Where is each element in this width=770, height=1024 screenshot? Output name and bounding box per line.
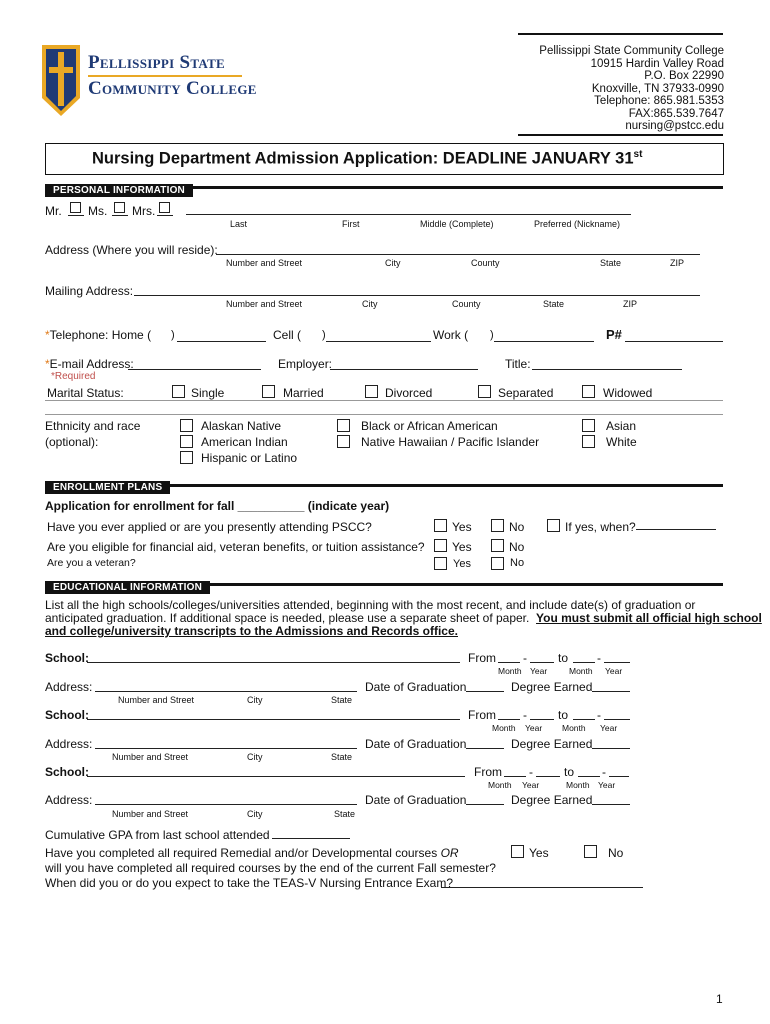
no-label: No — [509, 520, 525, 534]
enrollment-header: ENROLLMENT PLANS — [45, 481, 170, 494]
education-header: EDUCATIONAL INFORMATION — [45, 581, 210, 594]
year-sub: Year — [605, 666, 623, 676]
name-sub-middle: Middle (Complete) — [420, 219, 494, 229]
ethnicity-optional: (optional): — [45, 435, 99, 449]
to-month-field[interactable] — [573, 662, 595, 663]
month-sub: Month — [492, 723, 516, 733]
from-month-field[interactable] — [498, 662, 520, 663]
paren: ) — [171, 329, 175, 341]
divorced-checkbox[interactable] — [365, 385, 378, 398]
cell-label: Cell ( — [273, 328, 302, 342]
single-label: Single — [191, 386, 225, 400]
name-sub-preferred: Preferred (Nickname) — [534, 219, 621, 229]
aid-yes-checkbox[interactable] — [434, 539, 447, 552]
veteran-yes-checkbox[interactable] — [434, 557, 447, 570]
aid-no-checkbox[interactable] — [491, 539, 504, 552]
grad-date-label: Date of Graduation — [365, 680, 467, 694]
to-year-field[interactable] — [609, 776, 629, 777]
pnum-label: P# — [606, 327, 622, 342]
addr-sub-county: County — [471, 258, 500, 268]
addr-sub-state: State — [331, 695, 353, 705]
hawaiian-label: Native Hawaiian / Pacific Islander — [361, 435, 540, 449]
email-link[interactable]: nursing@pstcc.edu — [625, 120, 724, 132]
grad-date-label: Date of Graduation — [365, 737, 467, 751]
mail-sub-zip: ZIP — [623, 299, 638, 309]
dash: - — [523, 651, 527, 665]
name-field[interactable] — [186, 214, 631, 215]
email-field[interactable] — [128, 369, 261, 370]
question-attending: Have you ever applied or are you presently attending PSCC? — [47, 520, 372, 534]
address-line: 10915 Hardin Valley Road — [590, 57, 724, 70]
shield-icon — [40, 43, 82, 118]
married-checkbox[interactable] — [262, 385, 275, 398]
school-address-field[interactable] — [95, 748, 357, 749]
month-sub: Month — [562, 723, 586, 733]
month-sub: Month — [569, 666, 593, 676]
single-checkbox[interactable] — [172, 385, 185, 398]
required-note: *Required — [51, 371, 96, 382]
if-yes-label: If yes, when? — [565, 520, 636, 534]
marital-label: Marital Status: — [47, 386, 124, 400]
no-label: No — [510, 557, 525, 569]
to-label: to — [558, 651, 569, 665]
ethnicity-label: Ethnicity and race — [45, 419, 141, 433]
year-sub: Year — [598, 780, 616, 790]
mrs-checkbox[interactable] — [159, 202, 170, 213]
address-label: Address: — [45, 680, 93, 694]
attending-yes-checkbox[interactable] — [434, 519, 447, 532]
pnum-field[interactable] — [625, 341, 723, 342]
mrs-label: Mrs. — [132, 204, 156, 218]
employer-label: Employer: — [278, 357, 333, 371]
school-field[interactable] — [87, 776, 465, 777]
from-label: From — [468, 708, 496, 722]
addr-sub-street: Number and Street — [226, 258, 303, 268]
addr-sub-street: Number and Street — [112, 809, 189, 819]
school-label: School: — [45, 765, 89, 779]
grad-date-field[interactable] — [466, 748, 504, 749]
yes-label: Yes — [452, 520, 472, 534]
black-checkbox[interactable] — [337, 419, 350, 432]
hispanic-label: Hispanic or Latino — [201, 451, 298, 465]
name-sub-last: Last — [230, 219, 248, 229]
gpa-label: Cumulative GPA from last school attended — [45, 828, 270, 842]
addr-sub-street: Number and Street — [112, 752, 189, 762]
address-field[interactable] — [216, 254, 700, 255]
fall-enrollment-label: Application for enrollment for fall __________ (indicate year) — [45, 499, 390, 513]
dash: - — [597, 708, 601, 722]
title-box — [45, 143, 724, 175]
address-line: Pellissippi State Community College — [539, 45, 724, 57]
question-financial-aid: Are you eligible for financial aid, veteran benefits, or tuition assistance? — [47, 540, 425, 554]
degree-label: Degree Earned — [511, 793, 593, 807]
veteran-no-checkbox[interactable] — [491, 557, 504, 570]
separated-label: Separated — [498, 386, 554, 400]
remedial-question: Have you completed all required Remedial and/or Developmental courses OR — [45, 846, 459, 860]
from-month-field[interactable] — [498, 719, 520, 720]
teas-question: When did you or do you expect to take the TEAS-V Nursing Entrance Exam? — [45, 876, 453, 890]
addr-sub-zip: ZIP — [670, 258, 685, 268]
address-line: Knoxville, TN 37933-0990 — [591, 82, 724, 95]
from-label: From — [474, 765, 502, 779]
work-phone-field[interactable] — [494, 341, 594, 342]
month-sub: Month — [498, 666, 522, 676]
school-address-field[interactable] — [95, 804, 357, 805]
school-address-field[interactable] — [95, 691, 357, 692]
home-phone-field[interactable] — [177, 341, 266, 342]
page-title: Nursing Department Admission Application: DEADLINE JANUARY 31st — [92, 149, 643, 168]
addr-sub-state: State — [331, 752, 353, 762]
degree-field[interactable] — [592, 804, 630, 805]
school-label: School: — [45, 708, 89, 722]
to-month-field[interactable] — [573, 719, 595, 720]
ms-checkbox[interactable] — [114, 202, 125, 213]
mailing-label: Mailing Address: — [45, 284, 134, 298]
grad-date-field[interactable] — [466, 691, 504, 692]
american-indian-label: American Indian — [201, 435, 288, 449]
widowed-checkbox[interactable] — [582, 385, 595, 398]
college-logo — [40, 43, 257, 118]
degree-field[interactable] — [592, 748, 630, 749]
address-label: Address: — [45, 793, 93, 807]
address-line: Telephone: 865.981.5353 — [594, 95, 724, 107]
degree-label: Degree Earned — [511, 737, 593, 751]
question-veteran: Are you a veteran? — [47, 557, 136, 569]
remedial-yes-checkbox[interactable] — [511, 845, 524, 858]
education-intro-1: List all the high schools/colleges/universities attended, beginning with the most recent, and include date(s) of graduation or — [45, 598, 696, 612]
from-month-field[interactable] — [504, 776, 526, 777]
from-year-field[interactable] — [536, 776, 560, 777]
grad-date-field[interactable] — [466, 804, 504, 805]
address-line: FAX:865.539.7647 — [628, 107, 724, 120]
addr-sub-city: City — [385, 258, 401, 268]
school-label: School: — [45, 651, 89, 665]
widowed-label: Widowed — [603, 386, 653, 400]
white-checkbox[interactable] — [582, 435, 595, 448]
logo-line2: Community College — [88, 78, 257, 99]
yes-label: Yes — [453, 558, 471, 570]
teas-field[interactable] — [441, 887, 643, 888]
to-year-field[interactable] — [604, 662, 630, 663]
mr-checkbox[interactable] — [70, 202, 81, 213]
white-label: White — [606, 435, 637, 449]
work-label: Work ( — [433, 328, 469, 342]
year-sub: Year — [522, 780, 540, 790]
to-year-field[interactable] — [604, 719, 630, 720]
month-sub: Month — [566, 780, 590, 790]
addr-sub-street: Number and Street — [118, 695, 195, 705]
degree-label: Degree Earned — [511, 680, 593, 694]
dash: - — [602, 765, 606, 779]
school-field[interactable] — [87, 719, 460, 720]
year-sub: Year — [600, 723, 618, 733]
ms-label: Ms. — [88, 204, 108, 218]
separated-checkbox[interactable] — [478, 385, 491, 398]
title-label: Title: — [505, 357, 531, 371]
addr-sub-state: State — [334, 809, 356, 819]
to-label: to — [564, 765, 575, 779]
alaskan-checkbox[interactable] — [180, 419, 193, 432]
grad-date-label: Date of Graduation — [365, 793, 467, 807]
hawaiian-checkbox[interactable] — [337, 435, 350, 448]
school-field[interactable] — [87, 662, 460, 663]
yes-label: Yes — [452, 540, 472, 554]
name-sub-first: First — [342, 219, 360, 229]
year-sub: Year — [530, 666, 548, 676]
mail-sub-city: City — [362, 299, 378, 309]
year-sub: Year — [525, 723, 543, 733]
black-label: Black or African American — [361, 419, 498, 433]
no-label: No — [509, 540, 525, 554]
required-asterisk: * — [45, 357, 50, 371]
alaskan-label: Alaskan Native — [201, 419, 282, 433]
gpa-field[interactable] — [272, 838, 350, 839]
college-address — [539, 45, 724, 133]
page-number: 1 — [716, 992, 723, 1006]
mail-sub-state: State — [543, 299, 565, 309]
education-intro-3: and college/university transcripts to the Admissions and Records office. — [45, 624, 458, 638]
addr-sub-city: City — [247, 809, 263, 819]
required-asterisk: * — [45, 328, 50, 342]
addr-sub-city: City — [247, 752, 263, 762]
from-year-field[interactable] — [530, 719, 554, 720]
degree-field[interactable] — [592, 691, 630, 692]
dash: - — [529, 765, 533, 779]
addr-sub-city: City — [247, 695, 263, 705]
asian-checkbox[interactable] — [582, 419, 595, 432]
american-indian-checkbox[interactable] — [180, 435, 193, 448]
mail-sub-county: County — [452, 299, 481, 309]
paren: ) — [490, 329, 494, 341]
addr-sub-state: State — [600, 258, 622, 268]
address-label: Address: — [45, 737, 93, 751]
paren: ) — [322, 329, 326, 341]
month-sub: Month — [488, 780, 512, 790]
personal-info-header: PERSONAL INFORMATION — [45, 184, 193, 197]
remedial-no-checkbox[interactable] — [584, 845, 597, 858]
email-label: E-mail Address: — [49, 357, 134, 371]
no-label: No — [608, 846, 624, 860]
to-month-field[interactable] — [578, 776, 600, 777]
address-line: P.O. Box 22990 — [644, 70, 724, 82]
mail-sub-street: Number and Street — [226, 299, 303, 309]
employer-field[interactable] — [330, 369, 478, 370]
yes-label: Yes — [529, 846, 549, 860]
telephone-home-label: Telephone: Home ( — [49, 328, 152, 342]
logo-line1: Pellissippi State — [88, 52, 226, 73]
education-intro-2: anticipated graduation. If additional space is needed, please use a separate sheet of paper. You must submit all official high school — [45, 611, 762, 625]
dash: - — [597, 651, 601, 665]
hispanic-checkbox[interactable] — [180, 451, 193, 464]
cell-phone-field[interactable] — [326, 341, 431, 342]
mailing-field[interactable] — [134, 295, 700, 296]
remedial-question-2: will you have completed all required courses by the end of the current Fall semester? — [45, 861, 496, 875]
if-yes-field[interactable] — [636, 529, 716, 530]
from-year-field[interactable] — [530, 662, 554, 663]
attending-no-checkbox[interactable] — [491, 519, 504, 532]
from-label: From — [468, 651, 496, 665]
to-label: to — [558, 708, 569, 722]
dash: - — [523, 708, 527, 722]
address-label: Address (Where you will reside): — [45, 243, 218, 257]
divorced-label: Divorced — [385, 386, 433, 400]
if-yes-checkbox[interactable] — [547, 519, 560, 532]
mr-label: Mr. — [45, 204, 62, 218]
title-field[interactable] — [532, 369, 682, 370]
asian-label: Asian — [606, 419, 637, 433]
married-label: Married — [283, 386, 324, 400]
